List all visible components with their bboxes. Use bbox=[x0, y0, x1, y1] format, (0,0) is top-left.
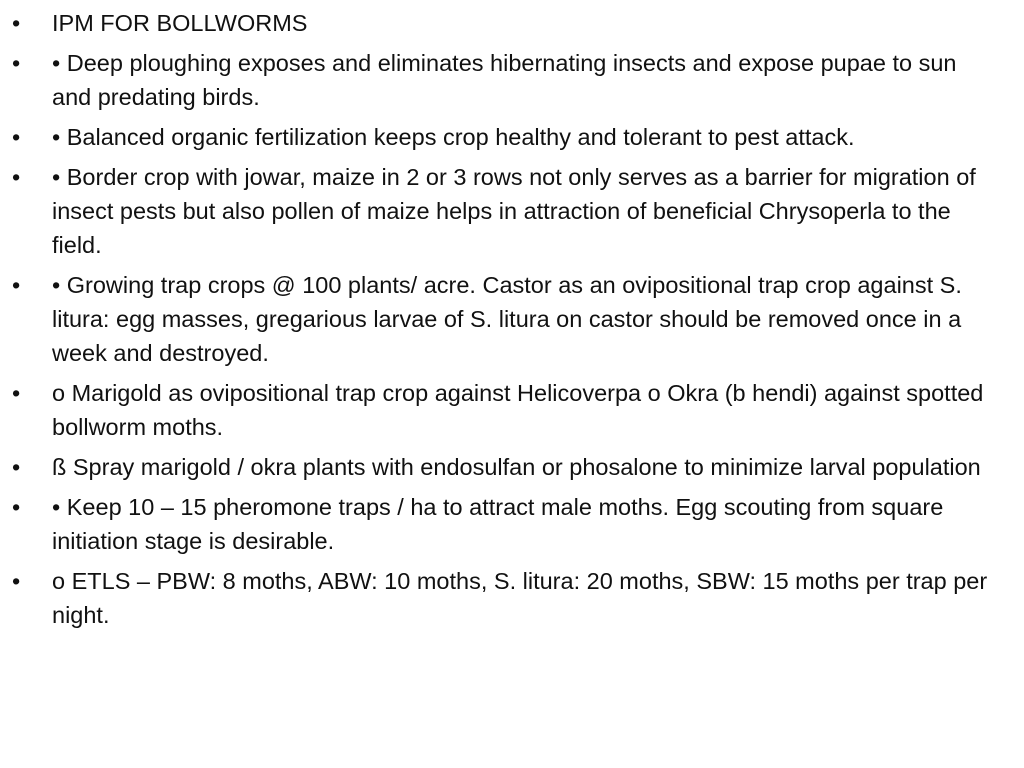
list-item-title bbox=[12, 6, 997, 40]
bullet-icon: • bbox=[12, 124, 21, 150]
list-item-text: • Balanced organic fertilization keeps crop healthy and tolerant to pest attack. bbox=[52, 124, 855, 150]
bullet-icon: • bbox=[12, 272, 21, 298]
list-item-pheromone-traps bbox=[12, 490, 997, 558]
list-item-text: o ETLS – PBW: 8 moths, ABW: 10 moths, S. litura: 20 moths, SBW: 15 moths per trap per night. bbox=[52, 568, 988, 628]
list-item-text: IPM FOR BOLLWORMS bbox=[52, 10, 308, 36]
list-item-text: o Marigold as ovipositional trap crop against Helicoverpa o Okra (b hendi) against spotted bollworm moths. bbox=[52, 380, 984, 440]
bullet-icon: • bbox=[12, 50, 21, 76]
list-item-text: ß Spray marigold / okra plants with endosulfan or phosalone to minimize larval population bbox=[52, 454, 981, 480]
bullet-icon: • bbox=[12, 454, 21, 480]
bullet-list bbox=[12, 6, 997, 638]
bullet-icon: • bbox=[12, 380, 21, 406]
bullet-icon: • bbox=[12, 494, 21, 520]
bullet-icon: • bbox=[12, 164, 21, 190]
bullet-icon: • bbox=[12, 10, 21, 36]
list-item-deep-ploughing bbox=[12, 46, 997, 114]
list-item-spray bbox=[12, 450, 997, 484]
list-item-balanced-fertilization bbox=[12, 120, 997, 154]
list-item-text: • Growing trap crops @ 100 plants/ acre. Castor as an ovipositional trap crop against S. litura: egg masses, gregarious larvae of S. litura on castor should be removed once in a week and destroyed. bbox=[52, 272, 962, 366]
list-item-text: • Border crop with jowar, maize in 2 or 3 rows not only serves as a barrier for migration of insect pests but also pollen of maize helps in attraction of beneficial Chrysoperla to the field. bbox=[52, 164, 976, 258]
list-item-etls bbox=[12, 564, 997, 632]
list-item-text: • Keep 10 – 15 pheromone traps / ha to attract male moths. Egg scouting from square initiation stage is desirable. bbox=[52, 494, 944, 554]
bullet-icon: • bbox=[12, 568, 21, 594]
list-item-border-crop bbox=[12, 160, 997, 262]
list-item-text: • Deep ploughing exposes and eliminates hibernating insects and expose pupae to sun and predating birds. bbox=[52, 50, 957, 110]
list-item-trap-crops bbox=[12, 268, 997, 370]
list-item-marigold bbox=[12, 376, 997, 444]
